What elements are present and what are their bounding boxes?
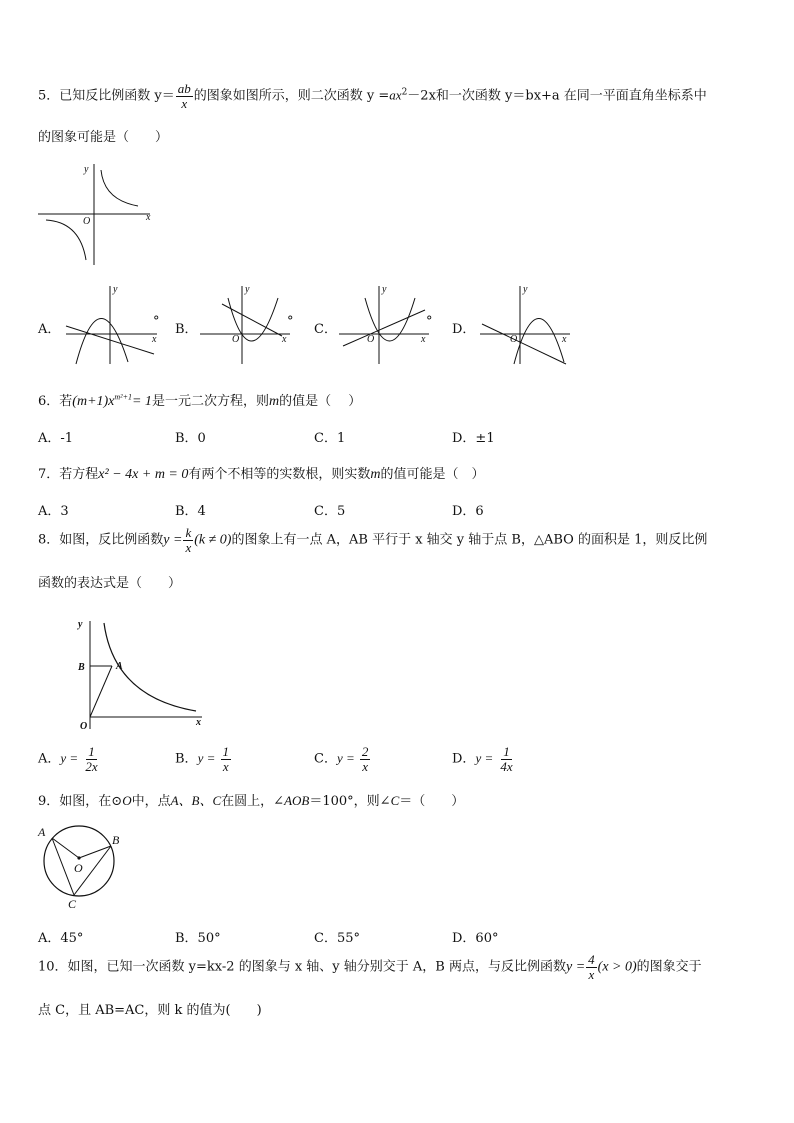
- q5-option-c-graph: [337, 284, 437, 366]
- q5-reference-graph: [38, 160, 158, 265]
- svg-text:y: y: [245, 284, 250, 295]
- q6-stem: 6．若$(m+1)x^{m^2+1}= 1$是一元二次方程，则m的值是（ ）: [38, 392, 362, 409]
- q5-stem-line2: 的图象可能是（ ）: [38, 130, 169, 145]
- q8-figure: [78, 617, 208, 732]
- q8-option-c[interactable]: C．y = $\frac{2}{x}$: [314, 744, 369, 774]
- q5-option-a[interactable]: A．: [38, 322, 61, 337]
- q9-circle-figure: [36, 822, 136, 912]
- q10-fraction: $\frac{4}{x}$: [588, 952, 595, 982]
- q10-stem-line1: 10．如图，已知一次函数 y=kx-2 的图象与 x 轴、y 轴分别交于 A，B 两点，与反比例函数y = $\frac{4}{x}$ (x > 0)的图象交于: [38, 952, 702, 982]
- q5-fraction: $\frac{ab}{x}$: [177, 81, 191, 111]
- svg-text:B: B: [78, 662, 85, 673]
- q6-option-a[interactable]: A．-1: [38, 431, 74, 446]
- q7-option-c[interactable]: C．5: [314, 504, 346, 519]
- q5-option-b-graph: [198, 284, 298, 366]
- q8-option-a[interactable]: A．y = $\frac{1}{2x}$: [38, 744, 98, 774]
- q6-option-d[interactable]: D．±1: [452, 431, 495, 446]
- q7-option-b[interactable]: B．4: [175, 504, 206, 519]
- svg-text:x: x: [421, 334, 426, 345]
- q8-option-d[interactable]: D．y = $\frac{1}{4x}$: [452, 744, 513, 774]
- svg-text:y: y: [382, 284, 387, 295]
- q5-option-b[interactable]: B．: [175, 322, 198, 337]
- axis-x-label: x: [146, 212, 151, 223]
- svg-text:O: O: [80, 721, 88, 732]
- svg-text:B: B: [112, 833, 120, 847]
- q8-option-b[interactable]: B．y = $\frac{1}{x}$: [175, 744, 229, 774]
- q9-stem: 9．如图，在⊙O中，点A、B、C在圆上，∠AOB＝100°，则∠C＝（ ）: [38, 793, 465, 809]
- svg-text:O: O: [367, 334, 375, 345]
- q8-stem-line2: 函数的表达式是（ ）: [38, 576, 182, 591]
- svg-text:y: y: [78, 619, 83, 630]
- q9-option-b[interactable]: B．50°: [175, 931, 221, 946]
- q9-option-a[interactable]: A．45°: [38, 931, 84, 946]
- q7-option-a[interactable]: A．3: [38, 504, 69, 519]
- svg-text:A: A: [38, 825, 46, 839]
- svg-text:y: y: [523, 284, 528, 295]
- origin-label: O: [83, 216, 91, 227]
- svg-text:y: y: [113, 284, 118, 295]
- svg-text:A: A: [116, 661, 123, 672]
- q7-option-d[interactable]: D．6: [452, 504, 484, 519]
- q8-fraction: $\frac{k}{x}$: [185, 525, 192, 555]
- svg-text:C: C: [68, 897, 77, 911]
- svg-text:x: x: [562, 334, 567, 345]
- svg-text:O: O: [74, 861, 83, 875]
- q9-option-d[interactable]: D．60°: [452, 931, 499, 946]
- q6-option-b[interactable]: B．0: [175, 431, 206, 446]
- q5-option-d-graph: [478, 284, 578, 366]
- q9-option-c[interactable]: C．55°: [314, 931, 360, 946]
- q5-stem-line1: 5．已知反比例函数 y＝ $\frac{ab}{x}$ 的图象如图所示，则二次函数 $y =ax^2-2x$和一次函数 y＝bx+a 在同一平面直角坐标系中: [38, 81, 707, 111]
- q5-number: 5．: [38, 88, 60, 104]
- svg-text:x: x: [152, 334, 157, 345]
- svg-text:O: O: [510, 334, 518, 345]
- q10-stem-line2: 点 C，且 AB=AC，则 k 的值为( ): [38, 1003, 262, 1018]
- svg-text:x: x: [196, 717, 201, 728]
- svg-text:O: O: [232, 334, 240, 345]
- q5-option-d[interactable]: D．: [452, 322, 476, 337]
- svg-text:x: x: [282, 334, 287, 345]
- q5-option-c[interactable]: C．: [314, 322, 337, 337]
- q5-option-a-graph: [62, 284, 162, 366]
- axis-y-label: y: [84, 164, 89, 175]
- q7-stem: 7．若方程x² − 4x + m = 0有两个不相等的实数根，则实数m的值可能是（ ）: [38, 467, 485, 482]
- q8-stem-line1: 8．如图，反比例函数y = $\frac{k}{x}$ (k ≠ 0)的图象上有一点 A，AB 平行于 x 轴交 y 轴于点 B，△ABO 的面积是 1，则反比例: [38, 525, 708, 555]
- q6-option-c[interactable]: C．1: [314, 431, 346, 446]
